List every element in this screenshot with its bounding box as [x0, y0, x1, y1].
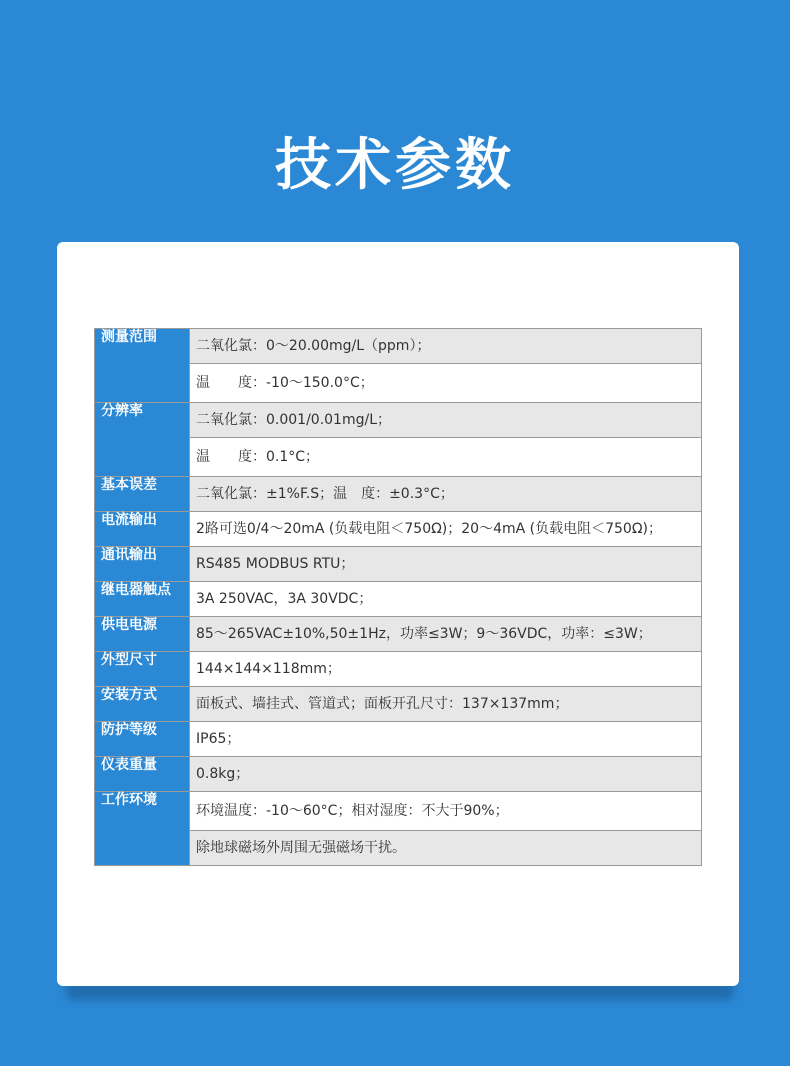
spec-label-current-output: 电流输出: [95, 512, 190, 547]
table-row: [95, 403, 702, 438]
spec-value: 温 度：0.1°C；: [190, 438, 702, 477]
spec-table: [94, 328, 702, 866]
spec-label-measuring-range: 测量范围: [95, 329, 190, 403]
spec-label-installation: 安装方式: [95, 687, 190, 722]
spec-label-dimensions: 外型尺寸: [95, 652, 190, 687]
spec-value: 二氧化氯：±1%F.S；温 度：±0.3°C；: [190, 477, 702, 512]
table-row: [95, 687, 702, 722]
spec-value: 144×144×118mm；: [190, 652, 702, 687]
spec-value: RS485 MODBUS RTU；: [190, 547, 702, 582]
table-row: [95, 617, 702, 652]
spec-value: IP65；: [190, 722, 702, 757]
spec-value: 除地球磁场外周围无强磁场干扰。: [190, 831, 702, 866]
spec-value: 0.8kg；: [190, 757, 702, 792]
spec-value: 面板式、墙挂式、管道式；面板开孔尺寸：137×137mm；: [190, 687, 702, 722]
spec-label-basic-error: 基本误差: [95, 477, 190, 512]
spec-label-communication: 通讯输出: [95, 547, 190, 582]
spec-label-weight: 仪表重量: [95, 757, 190, 792]
table-row: [95, 792, 702, 831]
table-row: [95, 477, 702, 512]
spec-value: 2路可选0/4～20mA (负载电阻＜750Ω)；20～4mA (负载电阻＜750Ω)；: [190, 512, 702, 547]
table-row: [95, 757, 702, 792]
spec-label-environment: 工作环境: [95, 792, 190, 866]
table-row: [95, 547, 702, 582]
spec-value: 环境温度：-10～60°C；相对湿度：不大于90%；: [190, 792, 702, 831]
spec-value: 85～265VAC±10%,50±1Hz，功率≤3W；9～36VDC，功率：≤3W；: [190, 617, 702, 652]
table-row: [95, 652, 702, 687]
table-row: [95, 722, 702, 757]
table-row: [95, 512, 702, 547]
spec-value: 温 度：-10～150.0°C；: [190, 364, 702, 403]
spec-label-resolution: 分辨率: [95, 403, 190, 477]
spec-value: 二氧化氯：0～20.00mg/L（ppm）；: [190, 329, 702, 364]
spec-label-relay: 继电器触点: [95, 582, 190, 617]
spec-label-power-supply: 供电电源: [95, 617, 190, 652]
spec-value: 3A 250VAC，3A 30VDC；: [190, 582, 702, 617]
table-row: [95, 329, 702, 364]
page-title: 技术参数: [275, 133, 515, 198]
spec-label-protection: 防护等级: [95, 722, 190, 757]
table-row: [95, 582, 702, 617]
spec-value: 二氧化氯：0.001/0.01mg/L；: [190, 403, 702, 438]
